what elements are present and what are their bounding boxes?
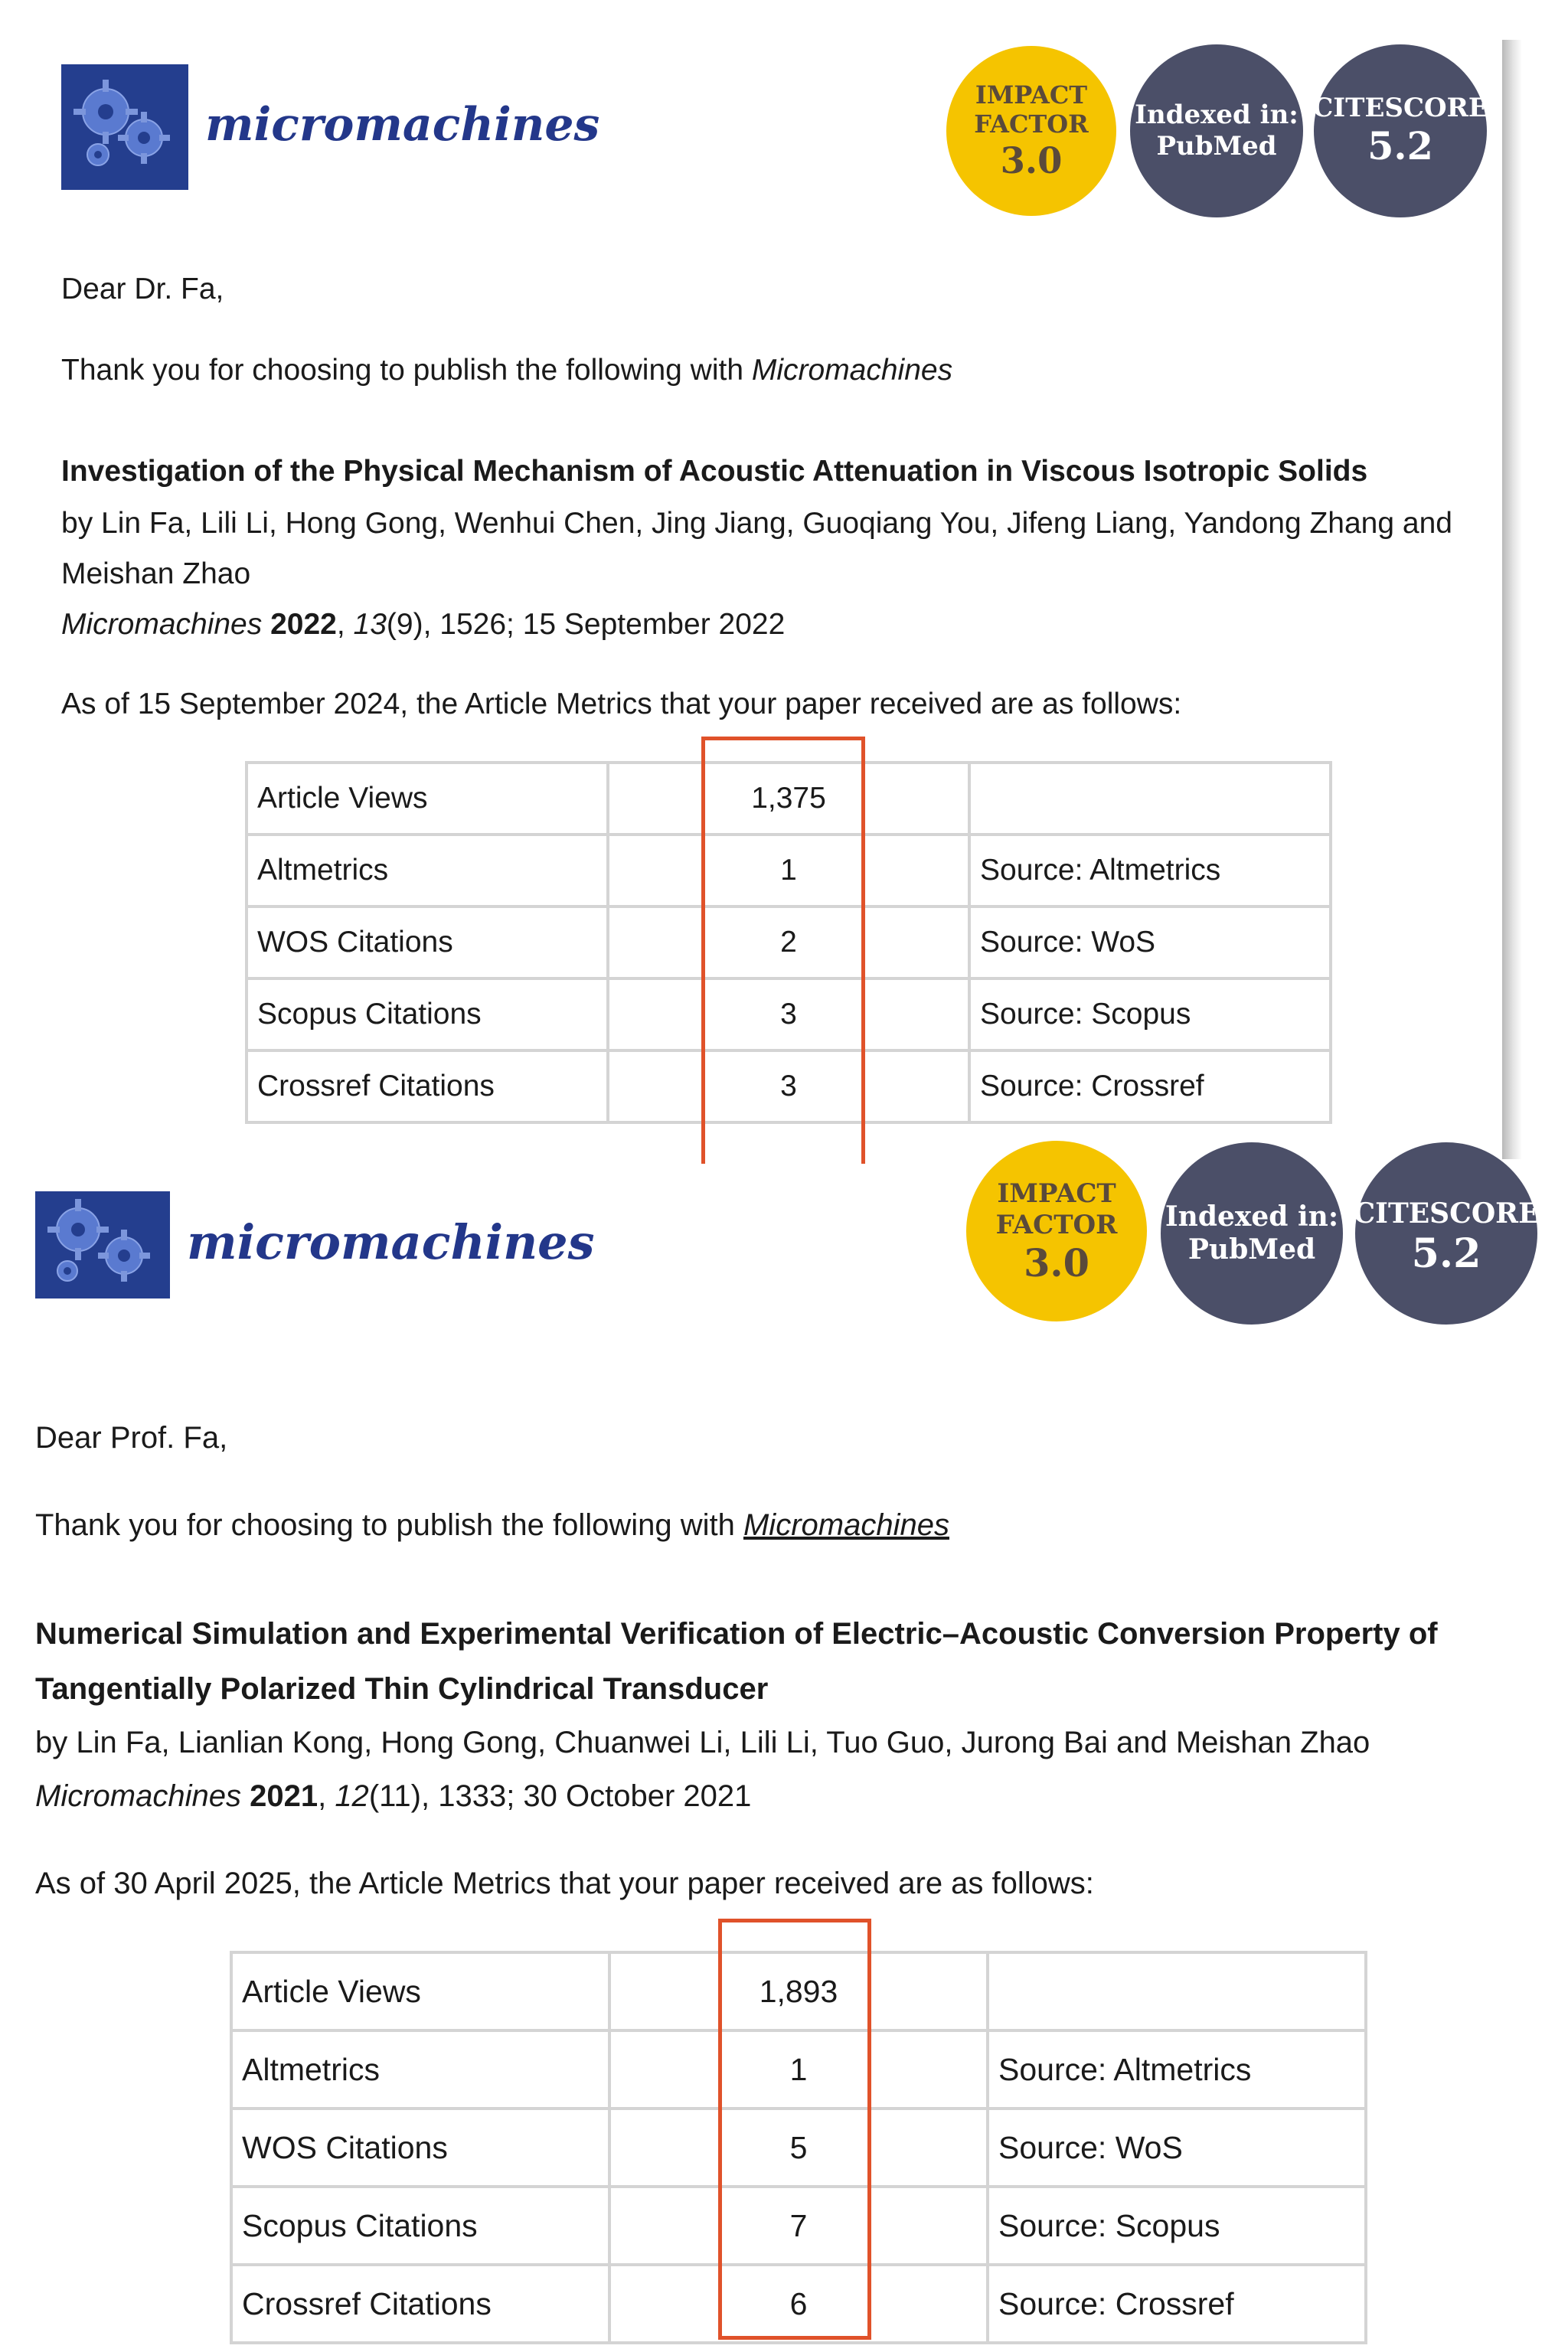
citation-year: 2021: [250, 1779, 318, 1813]
article-authors-continued: Meishan Zhao: [61, 557, 251, 590]
citation-separator: ,: [318, 1779, 335, 1813]
metric-source: Source: Crossref: [988, 2265, 1366, 2343]
intro-text: [61, 354, 952, 387]
gears-logo-icon: [61, 64, 188, 190]
citation-year: 2022: [270, 608, 337, 641]
metric-value: 5: [609, 2109, 988, 2187]
metric-label: Altmetrics: [231, 2030, 609, 2109]
metric-label: Crossref Citations: [231, 2265, 609, 2343]
metric-label: Crossref Citations: [247, 1050, 608, 1122]
metrics-intro: As of 15 September 2024, the Article Metrics that your paper received are as follows:: [61, 688, 1182, 720]
journal-logo: [61, 64, 599, 190]
indexed-pubmed-badge: [1161, 1142, 1343, 1325]
article-authors: by Lin Fa, Lianlian Kong, Hong Gong, Chuanwei Li, Lili Li, Tuo Guo, Jurong Bai and Meishan Zhao: [35, 1726, 1370, 1759]
metric-value: 1,893: [609, 1952, 988, 2030]
metric-value: 6: [609, 2265, 988, 2343]
panel-shadow: [1502, 40, 1522, 1159]
indexed-value: PubMed: [1187, 1233, 1316, 1266]
metric-label: WOS Citations: [247, 906, 608, 978]
metrics-highlight-box: [718, 1919, 871, 2340]
email-screenshot-2: [0, 1164, 1568, 2352]
impact-factor-label: IMPACT: [975, 80, 1088, 109]
metric-value: 7: [609, 2187, 988, 2265]
metric-label: Article Views: [247, 763, 608, 835]
metric-source: Source: WoS: [969, 906, 1331, 978]
impact-factor-label: IMPACT: [997, 1178, 1116, 1210]
citescore-value: 5.2: [1411, 1230, 1481, 1278]
greeting: Dear Dr. Fa,: [61, 273, 224, 305]
indexed-label: Indexed in:: [1165, 1200, 1339, 1233]
greeting: Dear Prof. Fa,: [35, 1421, 228, 1455]
intro-sentence: Thank you for choosing to publish the following with: [61, 354, 752, 387]
impact-factor-label-2: FACTOR: [995, 1210, 1118, 1241]
indexed-pubmed-badge: [1130, 44, 1303, 217]
metric-value: 2: [608, 906, 969, 978]
impact-factor-label-2: FACTOR: [974, 109, 1089, 139]
metric-source: Source: Scopus: [969, 978, 1331, 1050]
citescore-value: 5.2: [1367, 123, 1433, 168]
indexed-value: PubMed: [1156, 131, 1277, 162]
impact-factor-badge: [946, 46, 1116, 216]
metric-value: 1: [608, 835, 969, 906]
metrics-highlight-box: [701, 737, 865, 1173]
impact-factor-value: 3.0: [1000, 139, 1063, 181]
metric-value: 1,375: [608, 763, 969, 835]
citescore-label: CITESCORE: [1312, 93, 1488, 124]
metric-source: Source: WoS: [988, 2109, 1366, 2187]
citescore-badge: [1314, 44, 1487, 217]
journal-logo-text: micromachines: [205, 98, 600, 152]
metric-value: 3: [608, 1050, 969, 1122]
article-authors: by Lin Fa, Lili Li, Hong Gong, Wenhui Chen, Jing Jiang, Guoqiang You, Jifeng Liang, Yandong Zhang and: [61, 507, 1452, 540]
metric-label: Scopus Citations: [247, 978, 608, 1050]
metric-value: 3: [608, 978, 969, 1050]
metric-label: Article Views: [231, 1952, 609, 2030]
citation-details: (11), 1333; 30 October 2021: [368, 1779, 752, 1813]
email-screenshot-1: [0, 0, 1501, 1160]
journal-logo: [35, 1191, 595, 1298]
gears-logo-icon: [35, 1191, 170, 1298]
metric-source: [969, 763, 1331, 835]
citation-details: (9), 1526; 15 September 2022: [386, 608, 786, 641]
intro-journal-name: Micromachines: [751, 354, 953, 387]
citescore-badge: [1353, 1142, 1540, 1325]
article-title-continued: Tangentially Polarized Thin Cylindrical Transducer: [35, 1672, 769, 1706]
article-citation: [61, 608, 785, 642]
intro-journal-link[interactable]: Micromachines: [743, 1508, 949, 1542]
metrics-intro: As of 30 April 2025, the Article Metrics that your paper received are as follows:: [35, 1867, 1094, 1900]
metric-source: [988, 1952, 1366, 2030]
metric-label: Scopus Citations: [231, 2187, 609, 2265]
metric-source: Source: Altmetrics: [969, 835, 1331, 906]
article-citation: [35, 1779, 751, 1814]
intro-sentence: Thank you for choosing to publish the following with: [35, 1508, 743, 1542]
citation-separator: ,: [336, 608, 354, 641]
intro-text: [35, 1508, 949, 1543]
journal-logo-text: micromachines: [187, 1214, 595, 1270]
metric-value: 1: [609, 2030, 988, 2109]
metric-source: Source: Crossref: [969, 1050, 1331, 1122]
article-title: Investigation of the Physical Mechanism of Acoustic Attenuation in Viscous Isotropic Solids: [61, 455, 1368, 488]
citation-volume: 12: [335, 1779, 369, 1813]
impact-factor-badge: [966, 1141, 1147, 1321]
citation-journal: Micromachines: [35, 1779, 241, 1813]
citescore-label: CITESCORE: [1353, 1197, 1540, 1230]
article-title: Numerical Simulation and Experimental Verification of Electric–Acoustic Conversion Property of: [35, 1617, 1438, 1651]
metric-label: WOS Citations: [231, 2109, 609, 2187]
citation-volume: 13: [353, 608, 387, 641]
metric-label: Altmetrics: [247, 835, 608, 906]
indexed-label: Indexed in:: [1135, 100, 1298, 131]
metric-source: Source: Altmetrics: [988, 2030, 1366, 2109]
metric-source: Source: Scopus: [988, 2187, 1366, 2265]
impact-factor-value: 3.0: [1024, 1240, 1089, 1285]
citation-journal: Micromachines: [61, 608, 263, 641]
